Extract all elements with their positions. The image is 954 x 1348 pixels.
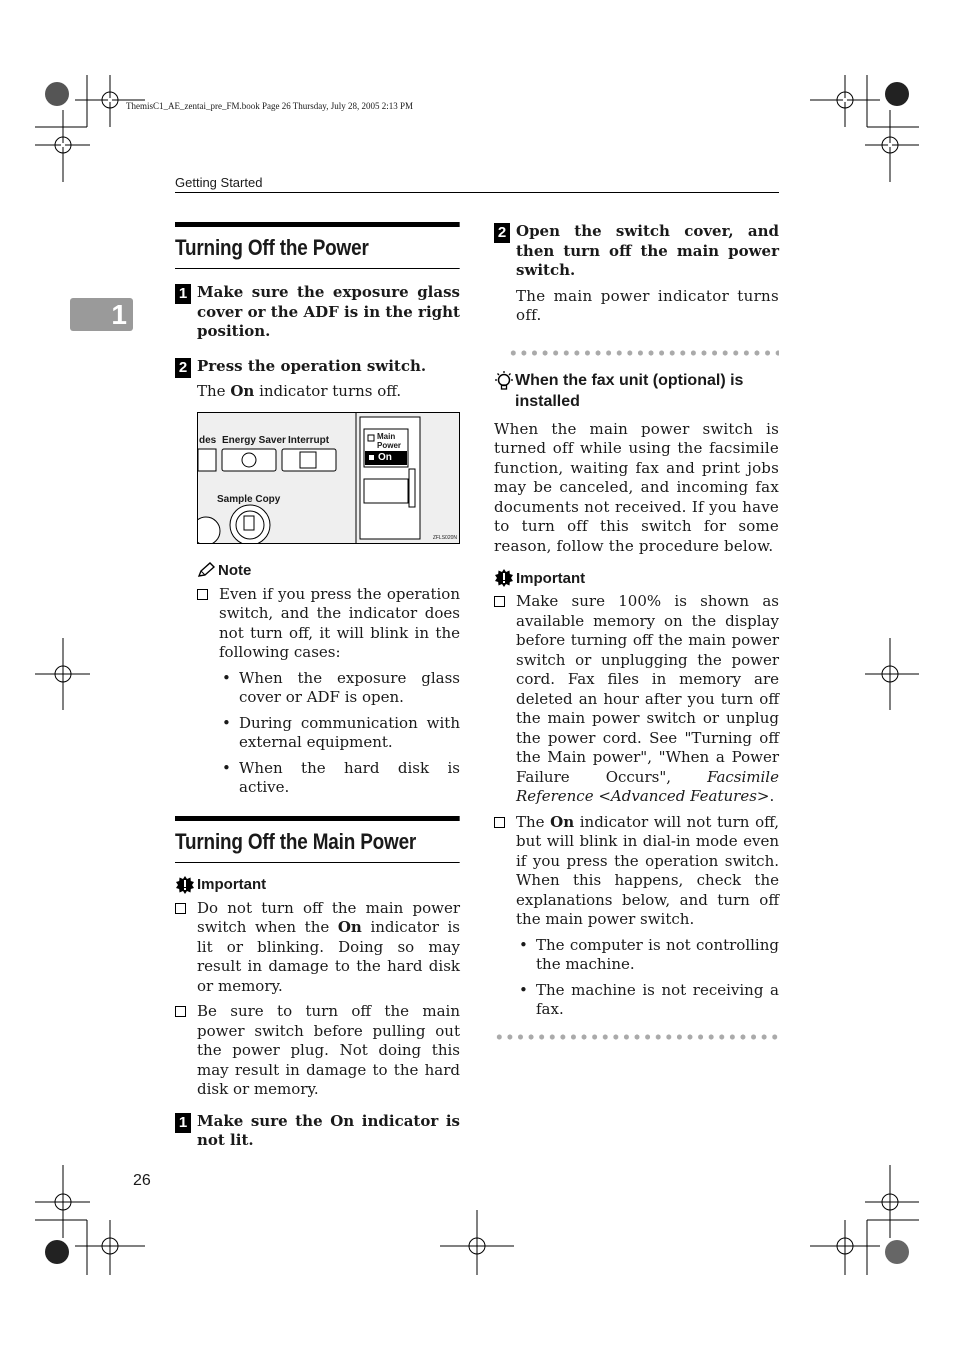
modes-label: des <box>199 434 217 446</box>
pencil-icon <box>197 562 215 578</box>
important-icon <box>175 875 195 895</box>
important-heading: Important <box>175 875 460 895</box>
dotted-divider-top <box>508 350 779 356</box>
step-number: 2 <box>175 358 191 378</box>
list-item: • The machine is not receiving a fax. <box>516 981 779 1020</box>
tip-heading: When the fax unit (optional) is installed <box>494 370 779 412</box>
left-column <box>175 222 460 1151</box>
step-3 <box>175 1112 460 1151</box>
step-text: Make sure the On indicator is not lit. <box>197 1111 460 1149</box>
step-2-result: The On indicator turns off. <box>197 382 402 400</box>
important-item: Do not turn off the main power switch when the On indicator is lit or blinking. Doing so may result in damage to the hard disk or memory. <box>175 899 460 997</box>
checkbox-icon <box>494 596 505 607</box>
important-item: Make sure 100% is shown as available memory on the display before turning off the main power switch or unplugging the power cord. Fax files in memory are deleted an hour after you turn off the main power switch or unplug the power cord. See "Turning off the Main power", "When a Power Failure Occurs", Facsimile Reference <Advanced Features>. <box>494 592 779 807</box>
on-indicator-label: On <box>378 451 392 463</box>
note-item: Even if you press the operation switch, and the indicator does not turn off, it will blink in the following cases: <box>197 585 460 663</box>
step-text: Press the operation switch. <box>197 356 427 375</box>
note-heading: Note <box>197 562 460 579</box>
running-head: Getting Started <box>175 175 263 190</box>
important-heading: Important <box>494 568 779 588</box>
dotted-divider-bottom <box>494 1034 779 1040</box>
step-text: Make sure the exposure glass cover or the ADF is in the right position. <box>197 283 460 340</box>
main-power-label: Main Power <box>377 431 402 450</box>
checkbox-icon <box>175 903 186 914</box>
note-bullets <box>219 669 460 798</box>
checkbox-icon <box>197 589 208 600</box>
section-title-turning-off-main-power: Turning Off the Main Power <box>175 816 459 863</box>
step-number: 1 <box>175 1113 191 1133</box>
step-1 <box>175 283 460 342</box>
list-item: • When the exposure glass cover or ADF is open. <box>219 669 460 708</box>
figure-caption: ZFLS020N <box>432 534 457 541</box>
list-item: • The computer is not controlling the machine. <box>516 936 779 975</box>
header-rule <box>175 192 779 193</box>
checkbox-icon <box>175 1006 186 1017</box>
step-2 <box>175 357 460 377</box>
chapter-tab: 1 <box>70 298 133 331</box>
step-number: 2 <box>494 223 510 243</box>
interrupt-label: Interrupt <box>288 434 330 446</box>
panel-drawing <box>198 413 459 543</box>
step-number: 1 <box>175 284 191 304</box>
energy-saver-label: Energy Saver <box>222 434 286 446</box>
file-info: ThemisC1_AE_zentai_pre_FM.book Page 26 Thursday, July 28, 2005 2:13 PM <box>126 101 413 111</box>
step-4-result: The main power indicator turns off. <box>516 286 779 324</box>
sample-copy-label: Sample Copy <box>217 493 281 505</box>
lightbulb-icon <box>494 371 514 393</box>
checkbox-icon <box>494 817 505 828</box>
control-panel-figure <box>197 412 460 544</box>
step-text: Open the switch cover, and then turn off the main power switch. <box>516 222 779 279</box>
list-item: • When the hard disk is active. <box>219 759 460 798</box>
list-item: • During communication with external equipment. <box>219 714 460 753</box>
tip-body: When the main power switch is turned off while using the facsimile function, waiting fax and print jobs may be canceled, and incoming fax documents not received. If you have to turn off this switch for some reason, follow the procedure below. <box>494 419 779 555</box>
important-bullets <box>516 936 779 1020</box>
right-column <box>494 222 779 1040</box>
important-icon <box>494 568 514 588</box>
step-4 <box>494 222 779 281</box>
important-item: Be sure to turn off the main power switch before pulling out the power plug. Not doing this may result in damage to the hard disk or memory. <box>175 1002 460 1100</box>
section-title-turning-off-power: Turning Off the Power <box>175 222 459 269</box>
page-number: 26 <box>133 1172 151 1189</box>
important-item: The On indicator will not turn off, but will blink in dial-in mode even if you press the operation switch. When this happens, check the explanations below, and turn off the main power switch. <box>494 813 779 930</box>
note-list <box>197 585 460 798</box>
